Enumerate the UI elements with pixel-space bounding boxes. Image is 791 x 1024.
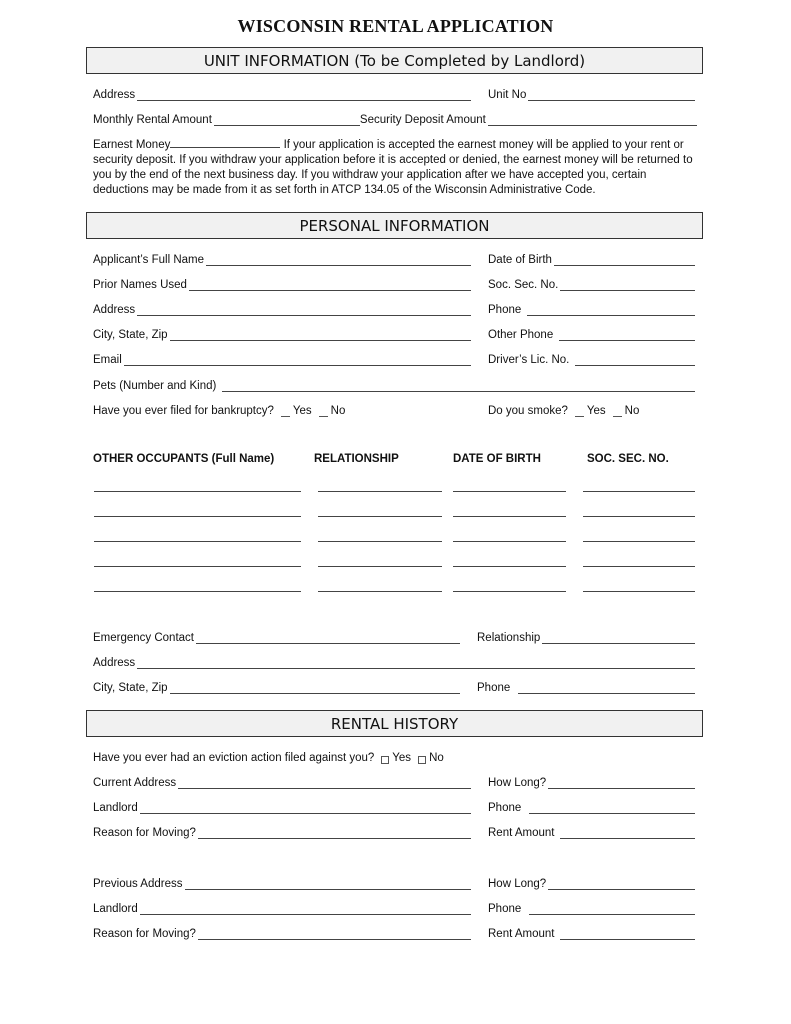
row-unit-address	[93, 86, 471, 101]
form-title: WISCONSIN RENTAL APPLICATION	[237, 16, 554, 36]
previous-landlord-field[interactable]	[140, 903, 471, 915]
earnest-text-rest: deposit. If you withdraw your application before it is accepted or denied, the earnest money will be returned to you by the end of the next business day. If you withdraw your application after we have accepted you, certain deductions may be made from it as set forth in ATCP 134.05 of the Wisconsin Administrative Code.	[93, 154, 693, 196]
row-other-phone	[488, 326, 695, 341]
occupant-dob-line-2[interactable]	[453, 516, 566, 517]
earnest-text-1: If your application is accepted the earnest money will be applied to your rent or security	[93, 139, 684, 166]
row-previous-reason	[93, 925, 471, 940]
current-rent-field[interactable]	[560, 827, 695, 839]
col-header-ssn: SOC. SEC. NO.	[587, 453, 669, 465]
label-previous-landlord: Landlord	[93, 903, 138, 915]
label-eviction-yes: Yes	[392, 752, 412, 764]
col-header-relationship: RELATIONSHIP	[314, 453, 399, 465]
current-how-long-field[interactable]	[548, 777, 695, 789]
row-license	[488, 351, 695, 366]
other-phone-field[interactable]	[559, 329, 695, 341]
col-header-dob: DATE OF BIRTH	[453, 453, 541, 465]
bankruptcy-no-checkbox[interactable]	[319, 411, 328, 417]
row-pets	[93, 377, 695, 392]
label-bankruptcy: Have you ever filed for bankruptcy?	[93, 405, 274, 417]
label-pets: Pets (Number and Kind)	[93, 380, 217, 392]
eviction-no-checkbox[interactable]	[418, 756, 426, 764]
label-emergency-phone: Phone	[477, 682, 511, 694]
unit-no-field[interactable]	[528, 89, 695, 101]
occupant-dob-line-4[interactable]	[453, 566, 566, 567]
occupant-ssn-line-3[interactable]	[583, 541, 695, 542]
occupant-name-line-4[interactable]	[94, 566, 301, 567]
emergency-address-field[interactable]	[137, 657, 695, 669]
row-previous-how-long	[488, 875, 695, 890]
row-current-landlord-phone	[488, 799, 695, 814]
emergency-contact-field[interactable]	[196, 632, 460, 644]
row-full-name	[93, 251, 471, 266]
row-emergency-contact	[93, 629, 460, 644]
row-emergency-phone	[477, 679, 695, 694]
row-emergency-address	[93, 654, 695, 669]
occupant-relationship-line-4[interactable]	[318, 566, 442, 567]
label-prior-names: Prior Names Used	[93, 279, 187, 291]
current-landlord-phone-field[interactable]	[529, 802, 695, 814]
previous-reason-field[interactable]	[198, 928, 471, 940]
pets-field[interactable]	[222, 380, 695, 392]
label-bankruptcy-no: No	[330, 405, 346, 417]
current-landlord-field[interactable]	[140, 802, 471, 814]
label-license: Driver’s Lic. No.	[488, 354, 570, 366]
occupant-name-line-3[interactable]	[94, 541, 301, 542]
occupant-relationship-line-3[interactable]	[318, 541, 442, 542]
row-ssn	[488, 276, 695, 291]
row-emergency-relationship	[477, 629, 695, 644]
row-prior-names	[93, 276, 471, 291]
label-other-phone: Other Phone	[488, 329, 554, 341]
prior-names-field[interactable]	[189, 279, 471, 291]
license-field[interactable]	[575, 354, 695, 366]
label-city: City, State, Zip	[93, 329, 168, 341]
row-current-reason	[93, 824, 471, 839]
row-phone	[488, 301, 695, 316]
label-previous-address: Previous Address	[93, 878, 183, 890]
previous-landlord-phone-field[interactable]	[529, 903, 695, 915]
smoke-no-checkbox[interactable]	[613, 411, 622, 417]
row-bankruptcy	[93, 402, 473, 417]
bankruptcy-yes-checkbox[interactable]	[281, 411, 290, 417]
label-previous-rent: Rent Amount	[488, 928, 555, 940]
smoke-yes-checkbox[interactable]	[575, 411, 584, 417]
dob-field[interactable]	[554, 254, 695, 266]
section-header-rental: RENTAL HISTORY	[86, 710, 703, 737]
occupant-ssn-line-5[interactable]	[583, 591, 695, 592]
label-dob: Date of Birth	[488, 254, 552, 266]
label-current-address: Current Address	[93, 777, 177, 789]
label-personal-address: Address	[93, 304, 136, 316]
personal-address-field[interactable]	[137, 304, 471, 316]
occupant-relationship-line-2[interactable]	[318, 516, 442, 517]
label-monthly-rent: Monthly Rental Amount	[93, 114, 212, 126]
label-previous-how-long: How Long?	[488, 878, 547, 890]
occupant-ssn-line-4[interactable]	[583, 566, 695, 567]
label-security-deposit: Security Deposit Amount	[359, 114, 486, 126]
label-earnest-money: Earnest Money	[93, 139, 171, 151]
label-smoke: Do you smoke?	[488, 405, 568, 417]
label-ssn: Soc. Sec. No.	[488, 279, 559, 291]
current-address-field[interactable]	[178, 777, 471, 789]
label-smoke-no: No	[624, 405, 640, 417]
label-phone: Phone	[488, 304, 522, 316]
row-current-address	[93, 774, 471, 789]
earnest-money-field[interactable]	[170, 136, 280, 148]
previous-address-field[interactable]	[185, 878, 472, 890]
emergency-city-field[interactable]	[170, 682, 460, 694]
row-eviction	[93, 749, 493, 764]
occupant-name-line-5[interactable]	[94, 591, 301, 592]
row-current-landlord	[93, 799, 471, 814]
occupant-dob-line-5[interactable]	[453, 591, 566, 592]
occupant-name-line-2[interactable]	[94, 516, 301, 517]
label-unit-no: Unit No	[488, 89, 527, 101]
section-header-personal: PERSONAL INFORMATION	[86, 212, 703, 239]
label-previous-reason: Reason for Moving?	[93, 928, 196, 940]
row-rent-deposit	[93, 111, 697, 126]
label-email: Email	[93, 354, 122, 366]
occupant-relationship-line-1[interactable]	[318, 491, 442, 492]
occupant-name-line-1[interactable]	[94, 491, 301, 492]
monthly-rent-field[interactable]	[214, 114, 360, 126]
label-bankruptcy-yes: Yes	[292, 405, 312, 417]
occupant-dob-line-3[interactable]	[453, 541, 566, 542]
ssn-field[interactable]	[560, 279, 695, 291]
row-previous-landlord-phone	[488, 900, 695, 915]
label-address: Address	[93, 89, 136, 101]
row-unit-no	[488, 86, 695, 101]
city-field[interactable]	[170, 329, 471, 341]
row-dob	[488, 251, 695, 266]
current-reason-field[interactable]	[198, 827, 471, 839]
address-field[interactable]	[137, 89, 471, 101]
row-previous-rent	[488, 925, 695, 940]
security-deposit-field[interactable]	[488, 114, 697, 126]
row-previous-address	[93, 875, 471, 890]
full-name-field[interactable]	[206, 254, 471, 266]
label-current-rent: Rent Amount	[488, 827, 555, 839]
email-field[interactable]	[124, 354, 471, 366]
label-current-how-long: How Long?	[488, 777, 547, 789]
col-header-occupant-name: OTHER OCCUPANTS (Full Name)	[93, 453, 275, 465]
label-emergency-relationship: Relationship	[477, 632, 541, 644]
label-eviction: Have you ever had an eviction action filed against you?	[93, 752, 375, 764]
occupant-dob-line-1[interactable]	[453, 491, 566, 492]
section-header-unit: UNIT INFORMATION (To be Completed by Landlord)	[86, 47, 703, 74]
label-current-landlord: Landlord	[93, 802, 138, 814]
label-emergency-contact: Emergency Contact	[93, 632, 194, 644]
previous-how-long-field[interactable]	[548, 878, 695, 890]
occupant-ssn-line-2[interactable]	[583, 516, 695, 517]
label-smoke-yes: Yes	[586, 405, 606, 417]
label-previous-landlord-phone: Phone	[488, 903, 522, 915]
occupant-ssn-line-1[interactable]	[583, 491, 695, 492]
row-smoke	[488, 402, 695, 417]
row-current-rent	[488, 824, 695, 839]
previous-rent-field[interactable]	[560, 928, 695, 940]
earnest-money-paragraph	[93, 136, 699, 198]
eviction-yes-checkbox[interactable]	[381, 756, 389, 764]
phone-field[interactable]	[527, 304, 695, 316]
row-email	[93, 351, 471, 366]
label-current-reason: Reason for Moving?	[93, 827, 196, 839]
row-personal-address	[93, 301, 471, 316]
row-previous-landlord	[93, 900, 471, 915]
label-current-landlord-phone: Phone	[488, 802, 522, 814]
row-city	[93, 326, 471, 341]
occupant-relationship-line-5[interactable]	[318, 591, 442, 592]
row-emergency-city	[93, 679, 460, 694]
label-eviction-no: No	[429, 752, 444, 764]
emergency-phone-field[interactable]	[518, 682, 695, 694]
label-emergency-address: Address	[93, 657, 136, 669]
label-emergency-city: City, State, Zip	[93, 682, 168, 694]
row-current-how-long	[488, 774, 695, 789]
label-full-name: Applicant’s Full Name	[93, 254, 205, 266]
emergency-relationship-field[interactable]	[542, 632, 695, 644]
